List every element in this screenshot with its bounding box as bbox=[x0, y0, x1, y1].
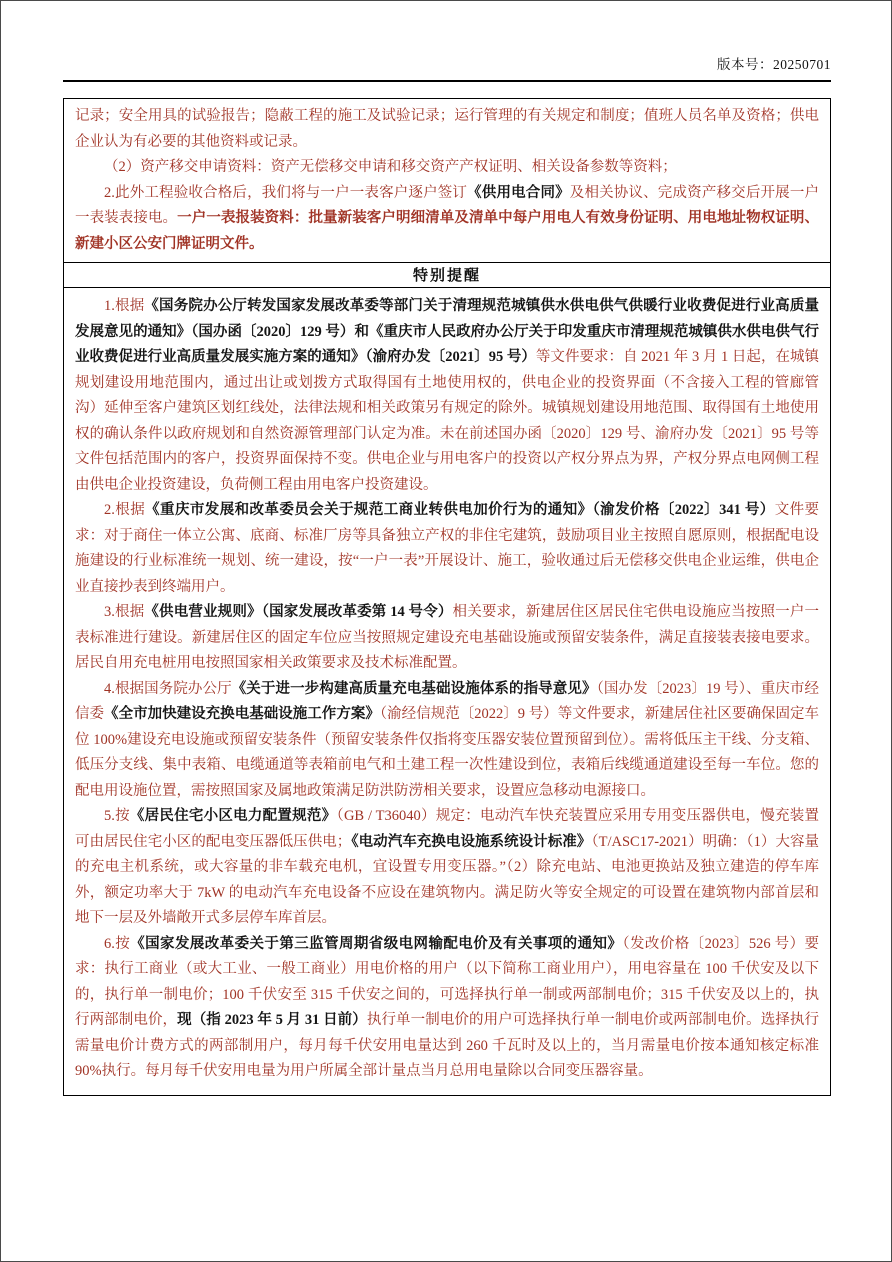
body-text: 相关要求，新建居住区居民住宅供电设施应当按照一户一表标准进行建设。新建居住区的固定车位应当按照规定建设充电基础设施或预留安装条件，满足直接装表接电要求。居民自用充电桩用电按照国家相关政策要求及技术标准配置。 bbox=[75, 604, 820, 671]
body-text: 记录；安全用具的试验报告；隐蔽工程的施工及试验记录；运行管理的有关规定和制度；值班人员名单及资格；供电企业认为有必要的其他资料或记录。 bbox=[75, 108, 819, 150]
body-text: （国办发〔2023〕19 号）、重庆市经信委 bbox=[75, 680, 819, 722]
emphasis-text: 《关于进一步构建高质量充电基础设施体系的指导意见》 bbox=[231, 680, 597, 697]
body-text: 2.此外工程验收合格后，我们将与一户一表客户逐户签订 bbox=[104, 184, 468, 201]
paragraph bbox=[75, 932, 819, 1085]
document-table bbox=[63, 98, 831, 1096]
emphasis-text: 《供用电合同》 bbox=[467, 184, 570, 201]
emphasis-text: 现（指 2023 年 5 月 31 日前） bbox=[177, 1012, 367, 1028]
body-text: 3.根据 bbox=[104, 604, 145, 620]
emphasis-text: 《电动汽车充换电设施系统设计标准》 bbox=[351, 833, 592, 850]
body-text: 4.根据国务院办公厅 bbox=[104, 680, 232, 697]
body-text: （GB / T36040）规定：电动汽车快充装置应采用专用变压器供电，慢充装置可由居民住宅小区的配电变压器低压供电； bbox=[75, 808, 820, 850]
emphasis-text: 《全市加快建设充换电基础设施工作方案》 bbox=[104, 706, 380, 722]
emphasis-text: 《国务院办公厅转发国家发展改革委等部门关于清理规范城镇供水供电供气供暖行业收费促进行业高质量发展意见的通知》（国办函〔2020〕129 号）和《重庆市人民政府办公厅关于印发重庆市清理规范城镇供水供电供气行业收费促进行业高质量发展实施方案的通知》（渝府办发〔2021〕95 号） bbox=[75, 298, 820, 365]
body-text: 2.根据 bbox=[104, 502, 146, 518]
header-rule bbox=[63, 80, 831, 82]
special-reminder-row bbox=[64, 263, 830, 288]
emphasis-text: 《供电营业规则》（国家发展改革委第 14 号令） bbox=[144, 604, 453, 620]
body-text: 1.根据 bbox=[104, 298, 145, 314]
emphasis-text: 《国家发展改革委关于第三监管周期省级电网输配电价及有关事项的通知》 bbox=[130, 935, 623, 952]
bold-red-text: 一户一表报装资料：批量新装客户明细清单及清单中每户用电人有效身份证明、用电地址物权证明、新建小区公安门牌证明文件。 bbox=[75, 210, 820, 252]
body-text: （渝经信规范〔2022〕9 号）等文件要求，新建居住社区要确保固定车位 100%建设充电设施或预留安装条件（预留安装条件仅指将变压器安装位置预留到位）。需将低压主干线、分支箱、低压分支线、集中表箱、电缆通道等表箱前电气和土建工程一次性建设到位，表箱后线缆通道建设至每一车位。您的配电用设施位置，需按照国家及属地政策满足防洪防涝相关要求，设置应急移动电源接口。 bbox=[75, 706, 820, 799]
paragraph bbox=[75, 104, 819, 155]
version-label: 版本号：20250701 bbox=[717, 57, 831, 72]
emphasis-text: 《重庆市发展和改革委员会关于规范工商业转供电加价行为的通知》（渝发价格〔2022〕341 号） bbox=[145, 502, 775, 518]
pre-section bbox=[64, 99, 830, 263]
paragraph bbox=[75, 804, 819, 932]
body-text: 及相关协议、完成资产移交后开展一户一表装表接电。 bbox=[75, 184, 820, 226]
body-text: 等文件要求：自 2021 年 3 月 1 日起，在城镇规划建设用地范围内，通过出让或划拨方式取得国有土地使用权的，供电企业的投资界面（不含接入工程的管廊管沟）延伸至客户建筑区划红线处，法律法规和相关政策另有规定的除外。城镇规划建设用地范围、取得国有土地使用权的确认条件以政府规划和自然资源管理部门认定为准。未在前述国办函〔2020〕129 号、渝府办发〔2021〕95 号等文件包括范围内的客户，投资界面保持不变。供电企业与用电客户的投资以产权分界点为界，产权分界点电网侧工程由供电企业投资建设，负荷侧工程由用电客户投资建设。 bbox=[75, 349, 819, 493]
body-text: 5.按 bbox=[104, 808, 130, 824]
paragraph bbox=[75, 155, 819, 181]
body-text: （发改价格〔2023〕526 号）要求：执行工商业（或大工业、一般工商业）用电价格的用户（以下简称工商业用户），用电容量在 100 千伏安及以下的，执行单一制电价；100 千伏安至 315 千伏安之间的，可选择执行单一制或两部制电价；315 千伏安及以上的，执行两部制电价， bbox=[75, 935, 820, 1028]
special-reminder-title: 特别提醒 bbox=[412, 268, 481, 284]
paragraph bbox=[75, 677, 819, 805]
paragraph bbox=[75, 181, 819, 258]
emphasis-text: 《居民住宅小区电力配置规范》 bbox=[129, 808, 337, 824]
body-text: 6.按 bbox=[104, 935, 131, 952]
paragraph bbox=[75, 498, 819, 600]
body-text: 文件要求：对于商住一体立公寓、底商、标准厂房等具备独立产权的非住宅建筑，鼓励项目业主按照自愿原则，根据配电设施建设的行业标准统一规划、统一建设，按“一户一表”开展设计、施工，验收通过后无偿移交供电企业运维，供电企业直接抄表到终端用户。 bbox=[75, 502, 820, 595]
body-text: （2）资产移交申请资料：资产无偿移交申请和移交资产产权证明、相关设备参数等资料； bbox=[104, 159, 677, 175]
paragraph bbox=[75, 294, 819, 498]
body-text: （T/ASC17-2021）明确：（1）大容量的充电主机系统，或大容量的非车载充电机，宜设置专用变压器。”（2）除充电站、电池更换站及独立建造的停车库外，额定功率大于 7kW 的电动汽车充电设备不应设在建筑物内。满足防火等安全规定的可设置在建筑物内部首层和地下一层及外墙敞开式多层停车库首层。 bbox=[75, 833, 820, 926]
main-section bbox=[64, 288, 830, 1095]
body-text: 执行单一制电价的用户可选择执行单一制电价或两部制电价。选择执行需量电价计费方式的两部制用户，每月每千伏安用电量达到 260 千瓦时及以上的，当月需量电价按本通知核定标准 90%执行。每月每千伏安用电量为用户所属全部计量点当月总用电量除以合同变压器容量。 bbox=[75, 1012, 820, 1079]
paragraph bbox=[75, 600, 819, 677]
